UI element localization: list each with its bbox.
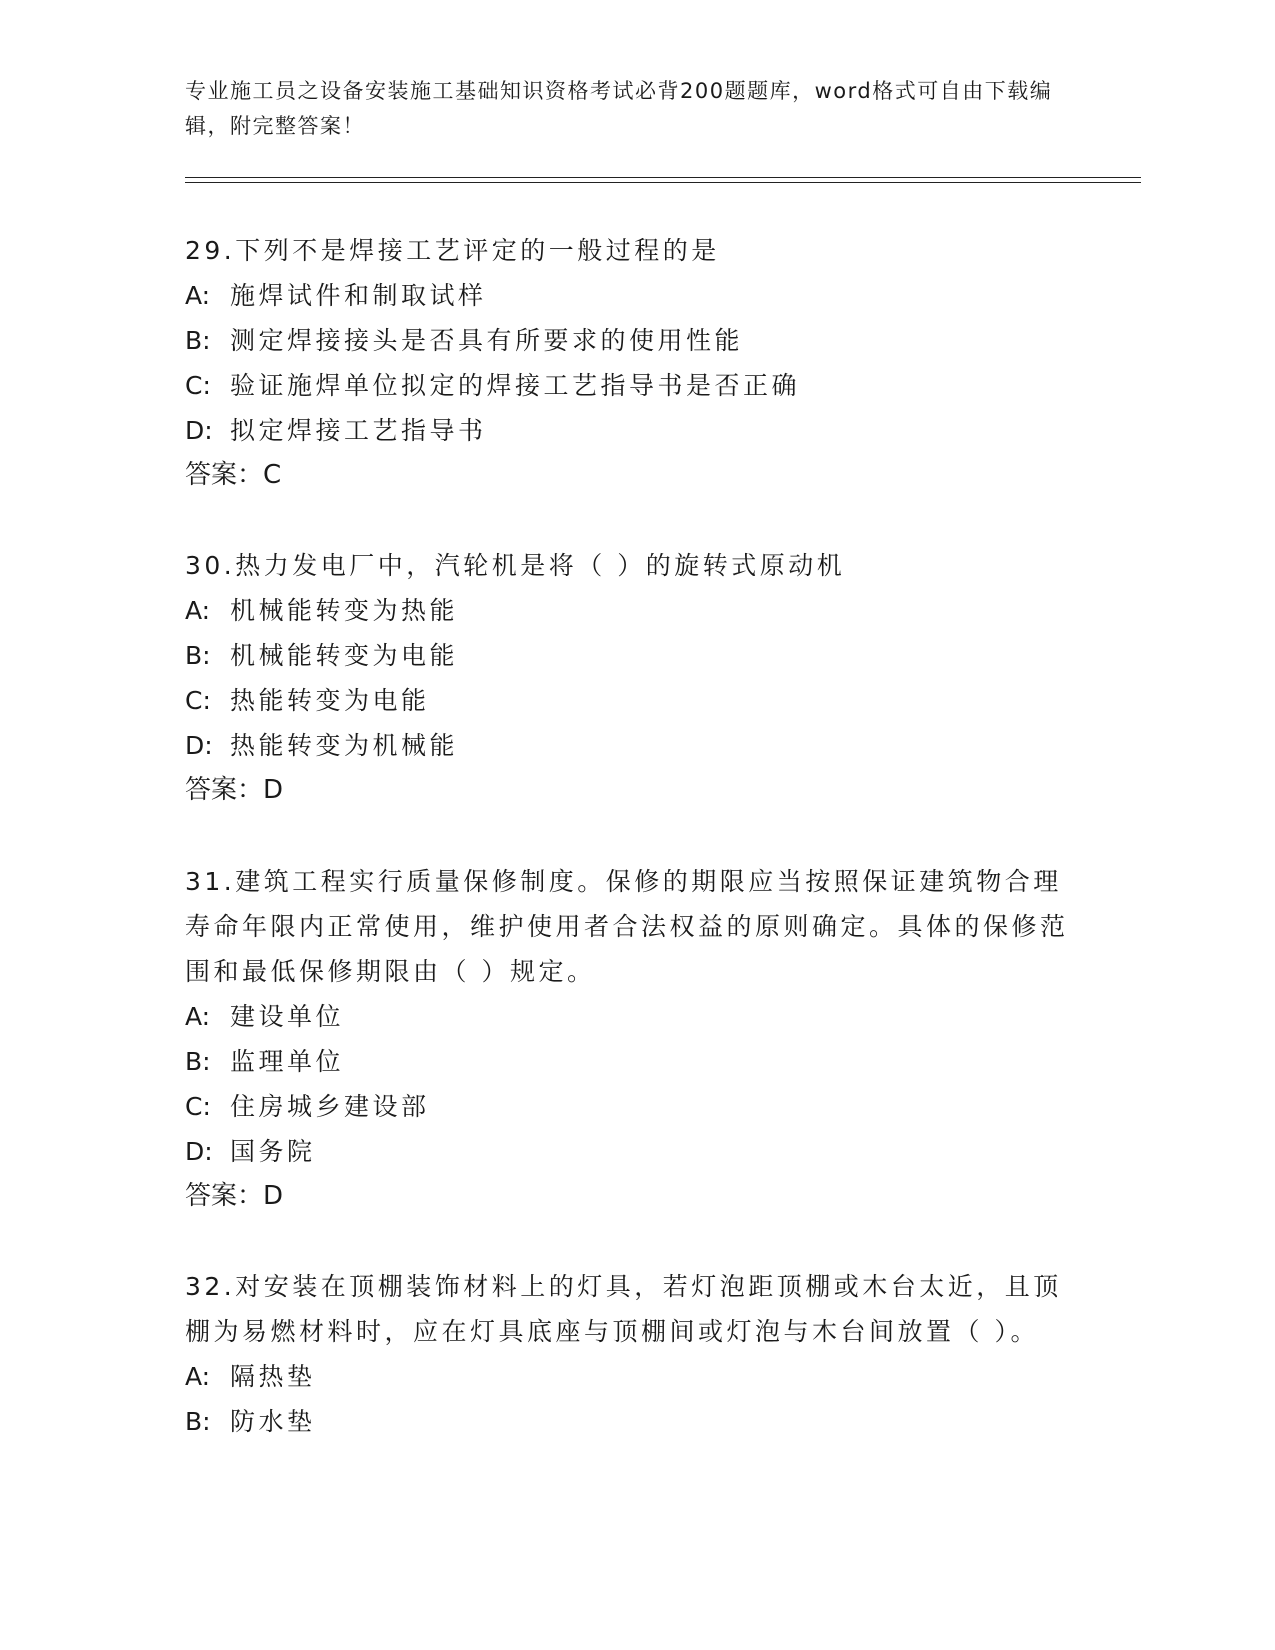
option-a [185, 588, 1085, 633]
option-label: B: [185, 1407, 211, 1436]
option-d [185, 723, 1085, 768]
option-label: B: [185, 641, 211, 670]
option-label: C: [185, 686, 211, 715]
option-b [185, 1039, 1085, 1084]
option-text: 国务院 [230, 1137, 316, 1166]
option-text: 验证施焊单位拟定的焊接工艺指导书是否正确 [230, 371, 801, 400]
option-text: 建设单位 [230, 1002, 345, 1031]
question-32 [185, 1264, 1085, 1444]
option-text: 拟定焊接工艺指导书 [230, 416, 487, 445]
question-29 [185, 228, 1085, 498]
option-b [185, 1399, 1085, 1444]
option-label: A: [185, 1002, 211, 1031]
option-b [185, 633, 1085, 678]
option-text: 测定焊接接头是否具有所要求的使用性能 [230, 326, 744, 355]
question-31 [185, 859, 1085, 1219]
option-d [185, 408, 1085, 453]
option-c [185, 678, 1085, 723]
option-label: A: [185, 281, 211, 310]
option-label: B: [185, 326, 211, 355]
header-divider-bottom [185, 182, 1141, 183]
answer-line: 答案：D [185, 1181, 284, 1211]
option-label: A: [185, 1362, 211, 1391]
option-c [185, 363, 1085, 408]
option-text: 监理单位 [230, 1047, 345, 1076]
option-text: 施焊试件和制取试样 [230, 281, 487, 310]
option-text: 防水垫 [230, 1407, 316, 1436]
option-label: C: [185, 1092, 211, 1121]
option-text: 机械能转变为电能 [230, 641, 459, 670]
option-text: 机械能转变为热能 [230, 596, 459, 625]
option-label: C: [185, 371, 211, 400]
option-text: 隔热垫 [230, 1362, 316, 1391]
option-text: 热能转变为机械能 [230, 731, 459, 760]
question-stem: 30.热力发电厂中，汽轮机是将（ ）的旋转式原动机 [185, 551, 846, 580]
option-c [185, 1084, 1085, 1129]
option-a [185, 273, 1085, 318]
option-text: 热能转变为电能 [230, 686, 430, 715]
question-stem: 29.下列不是焊接工艺评定的一般过程的是 [185, 236, 720, 265]
question-stem: 31.建筑工程实行质量保修制度。保修的期限应当按照保证建筑物合理寿命年限内正常使用，维护使用者合法权益的原则确定。具体的保修范围和最低保修期限由（ ）规定。 [185, 867, 1069, 986]
question-30 [185, 543, 1085, 813]
option-label: A: [185, 596, 211, 625]
option-d [185, 1129, 1085, 1174]
answer-line: 答案：D [185, 775, 284, 805]
document-header: 专业施工员之设备安装施工基础知识资格考试必背200题题库，word格式可自由下载编辑，附完整答案！ [185, 79, 1053, 138]
question-stem: 32.对安装在顶棚装饰材料上的灯具，若灯泡距顶棚或木台太近，且顶棚为易燃材料时，应在灯具底座与顶棚间或灯泡与木台间放置（ ）。 [185, 1272, 1062, 1346]
option-a [185, 994, 1085, 1039]
option-label: D: [185, 731, 213, 760]
option-a [185, 1354, 1085, 1399]
option-label: B: [185, 1047, 211, 1076]
option-label: D: [185, 416, 213, 445]
option-text: 住房城乡建设部 [230, 1092, 430, 1121]
option-b [185, 318, 1085, 363]
answer-line: 答案：C [185, 460, 282, 490]
option-label: D: [185, 1137, 213, 1166]
header-divider-top [185, 177, 1141, 178]
